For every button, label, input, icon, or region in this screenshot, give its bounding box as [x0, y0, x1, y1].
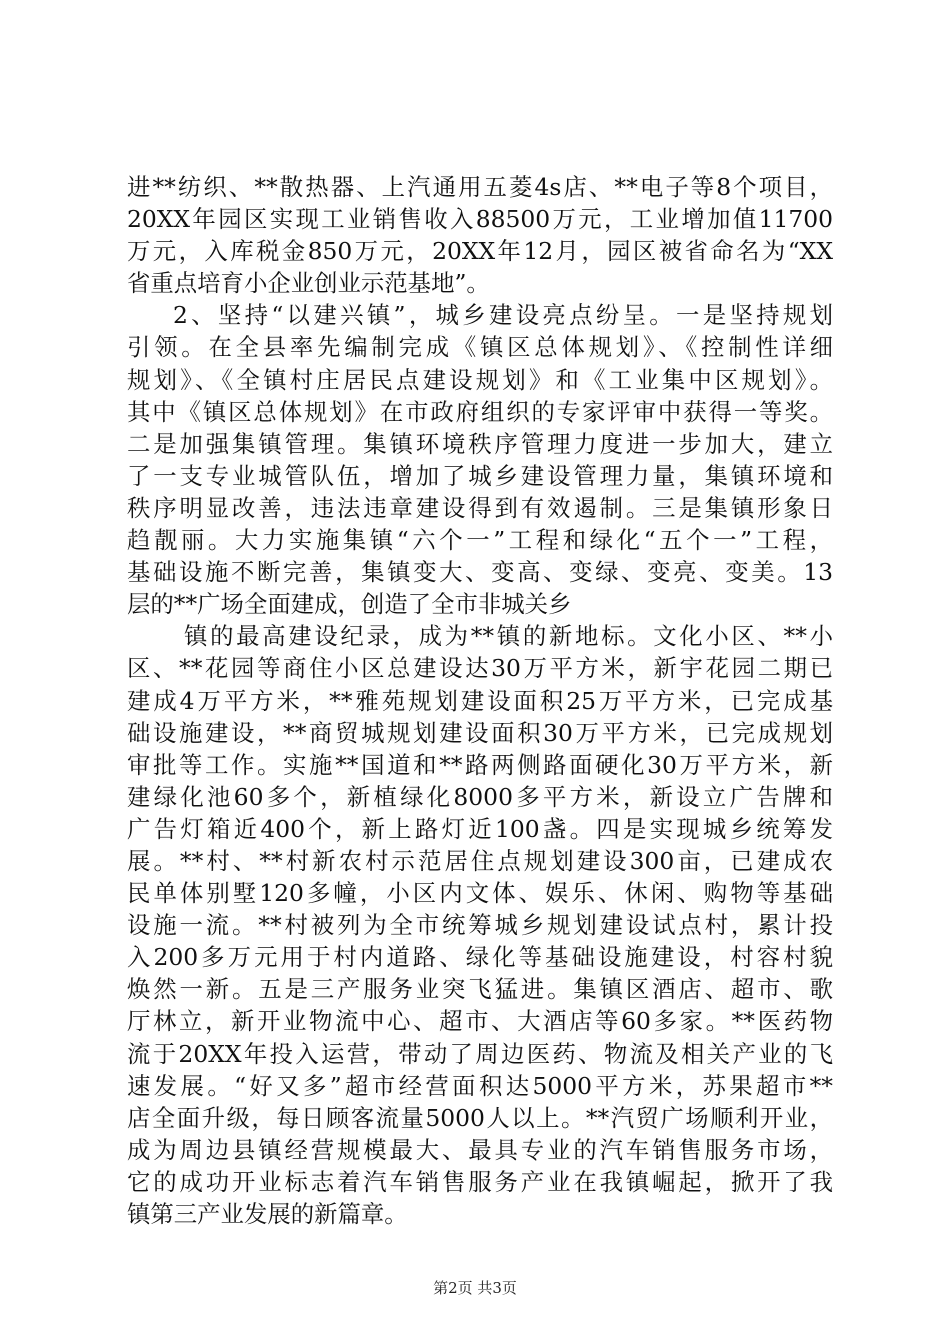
text-line: 引领。在全县率先编制完成《镇区总体规划》、《控制性详细 — [127, 333, 833, 362]
text-line: 民单体别墅120多幢，小区内文体、娱乐、休闲、购物等基础 — [127, 879, 833, 908]
text-line: 基础设施不断完善，集镇变大、变高、变绿、变亮、变美。13 — [127, 558, 833, 587]
text-line: 成为周边县镇经营规模最大、最具专业的汽车销售服务市场， — [127, 1135, 833, 1164]
text-line: 万元，入库税金850万元，20XX年12月，园区被省命名为“XX — [127, 237, 833, 266]
text-line: 2、坚持“以建兴镇”，城乡建设亮点纷呈。一是坚持规划 — [173, 301, 833, 330]
text-line: 层的**广场全面建成，创造了全市非城关乡 — [127, 590, 572, 619]
text-line: 它的成功开业标志着汽车销售服务产业在我镇崛起，掀开了我 — [127, 1167, 833, 1196]
text-line: 趋靓丽。大力实施集镇“六个一”工程和绿化“五个一”工程， — [127, 526, 833, 555]
text-line: 了一支专业城管队伍，增加了城乡建设管理力量，集镇环境和 — [127, 461, 833, 490]
text-line: 流于20XX年投入运营，带动了周边医药、物流及相关产业的飞 — [127, 1039, 833, 1068]
text-line: 店全面升级，每日顾客流量5000人以上。**汽贸广场顺利开业， — [127, 1103, 833, 1132]
text-line: 二是加强集镇管理。集镇环境秩序管理力度进一步加大，建立 — [127, 429, 833, 458]
text-line: 规划》、《全镇村庄居民点建设规划》和《工业集中区规划》。 — [127, 365, 833, 394]
text-line: 展。**村、**村新农村示范居住点规划建设300亩，已建成农 — [127, 846, 833, 875]
page-footer: 第2页 共3页 — [433, 1279, 517, 1297]
text-line: 审批等工作。实施**国道和**路两侧路面硬化30万平方米，新 — [127, 750, 833, 779]
document-body — [127, 171, 833, 1230]
text-line: 建成4万平方米，**雅苑规划建设面积25万平方米，已完成基 — [127, 686, 833, 715]
text-line: 设施一流。**村被列为全市统筹城乡规划建设试点村，累计投 — [127, 911, 833, 940]
text-line: 进**纺织、**散热器、上汽通用五菱4s店、**电子等8个项目， — [127, 173, 833, 201]
text-line: 入200多万元用于村内道路、绿化等基础设施建设，村容村貌 — [127, 943, 833, 972]
text-line: 广告灯箱近400个，新上路灯近100盏。四是实现城乡统筹发 — [127, 814, 833, 843]
text-line: 厅林立，新开业物流中心、超市、大酒店等60多家。**医药物 — [127, 1007, 833, 1036]
text-line: 础设施建设，**商贸城规划建设面积30万平方米，已完成规划 — [127, 718, 833, 747]
text-line: 20XX年园区实现工业销售收入88500万元，工业增加值11700 — [127, 205, 833, 234]
text-line: 其中《镇区总体规划》在市政府组织的专家评审中获得一等奖。 — [127, 397, 833, 426]
text-line: 焕然一新。五是三产服务业突飞猛进。集镇区酒店、超市、歌 — [127, 975, 833, 1004]
text-line: 镇第三产业发展的新篇章。 — [127, 1200, 408, 1228]
text-line: 秩序明显改善，违法违章建设得到有效遏制。三是集镇形象日 — [127, 493, 833, 522]
text-line: 镇的最高建设纪录，成为**镇的新地标。文化小区、**小 — [184, 622, 833, 651]
text-line: 速发展。“好又多”超市经营面积达5000平方米，苏果超市** — [127, 1071, 833, 1100]
text-line: 省重点培育小企业创业示范基地”。 — [127, 269, 490, 298]
text-line: 建绿化池60多个，新植绿化8000多平方米，新设立广告牌和 — [127, 782, 833, 811]
text-line: 区、**花园等商住小区总建设达30万平方米，新宇花园二期已 — [127, 654, 833, 683]
